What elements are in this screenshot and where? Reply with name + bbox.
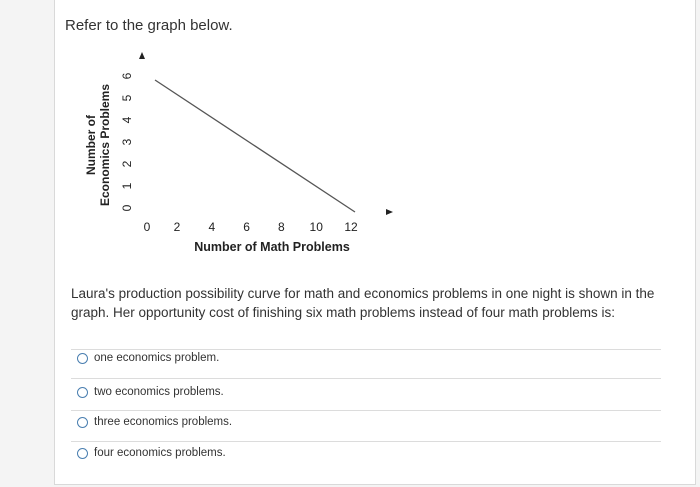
option-2[interactable]	[77, 386, 224, 398]
question-text: Laura's production possibility curve for math and economics problems in one night is shown in the graph. Her opportunity cost of finishing six math problems instead of four math problems is:	[71, 286, 655, 320]
option-label: three economics problems.	[94, 416, 233, 428]
divider	[71, 349, 661, 350]
radio-button-icon[interactable]	[77, 353, 88, 364]
prompt-text: Refer to the graph below.	[65, 17, 233, 34]
y-tick-label: 0	[120, 204, 135, 212]
question-card	[54, 0, 696, 485]
x-tick-label: 4	[208, 220, 216, 234]
y-axis-label-line1: Number of	[84, 115, 98, 175]
ppc-chart	[55, 0, 695, 270]
option-3[interactable]	[77, 416, 232, 428]
y-tick-label: 1	[120, 182, 135, 190]
divider	[71, 441, 661, 442]
y-tick-label: 4	[120, 116, 135, 124]
y-tick-label: 6	[120, 72, 135, 80]
y-axis-arrow	[139, 52, 145, 59]
y-tick-label: 2	[120, 160, 135, 168]
y-tick-label: 5	[120, 94, 135, 102]
radio-button-icon[interactable]	[77, 387, 88, 398]
chart-container	[55, 0, 695, 275]
radio-button-icon[interactable]	[77, 448, 88, 459]
option-label: two economics problems.	[94, 386, 224, 398]
option-4[interactable]	[77, 447, 226, 459]
option-label: four economics problems.	[94, 447, 226, 459]
x-axis-arrow	[386, 209, 393, 215]
y-tick-label: 3	[120, 138, 135, 146]
x-axis-label: Number of Math Problems	[194, 240, 350, 254]
x-tick-label: 8	[278, 220, 285, 234]
x-tick-label: 6	[243, 220, 250, 234]
y-axis-label-line2: Economics Problems	[98, 83, 112, 207]
x-tick-label: 0	[143, 220, 151, 234]
divider	[71, 378, 661, 379]
radio-button-icon[interactable]	[77, 417, 88, 428]
option-1[interactable]	[77, 352, 219, 364]
divider	[71, 410, 661, 411]
option-label: one economics problem.	[94, 352, 220, 364]
ppc-line	[155, 80, 355, 212]
x-tick-label: 12	[344, 220, 358, 234]
x-tick-label: 10	[309, 220, 323, 234]
x-tick-label: 2	[173, 220, 181, 234]
